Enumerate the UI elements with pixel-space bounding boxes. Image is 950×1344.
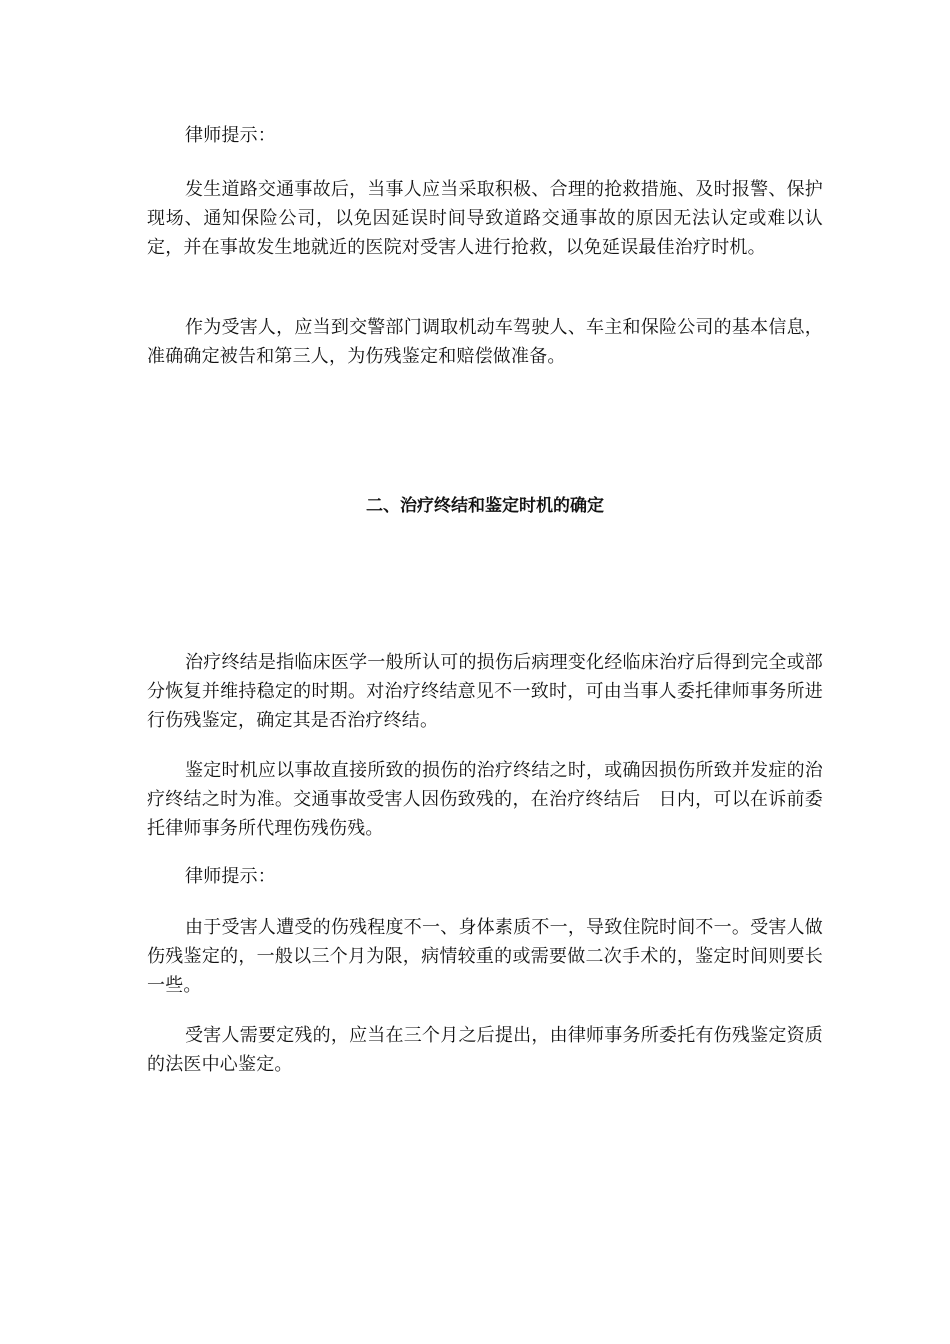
section-heading: 二、治疗终结和鉴定时机的确定: [366, 496, 604, 516]
paragraph-accident-response: 发生道路交通事故后，当事人应当采取积极、合理的抢救措施、及时报警、保护现场、通知保险公司，以免因延误时间导致道路交通事故的原因无法认定或难以认定，并在事故发生地就近的医院对受害人进行抢救，以免延误最佳治疗时机。: [147, 179, 823, 258]
paragraph-hospital-time: 由于受害人遭受的伤残程度不一、身体素质不一，导致住院时间不一。受害人做伤残鉴定的，一般以三个月为限，病情较重的或需要做二次手术的，鉴定时间则要长一些。: [147, 917, 823, 996]
paragraph-disability-assessment: 受害人需要定残的，应当在三个月之后提出，由律师事务所委托有伤残鉴定资质的法医中心鉴定。: [147, 1025, 823, 1075]
paragraph-appraisal-timing: 鉴定时机应以事故直接所致的损伤的治疗终结之时，或确因损伤所致并发症的治疗终结之时为准。交通事故受害人因伤致残的，在治疗终结后 日内，可以在诉前委托律师事务所代理伤残伤残。: [147, 760, 823, 839]
paragraph-victim-info: 作为受害人，应当到交警部门调取机动车驾驶人、车主和保险公司的基本信息，准确确定被告和第三人，为伤残鉴定和赔偿做准备。: [147, 317, 823, 367]
lawyer-tip-label: 律师提示：: [185, 125, 276, 146]
lawyer-tip-label-2: 律师提示：: [185, 866, 276, 887]
paragraph-treatment-end: 治疗终结是指临床医学一般所认可的损伤后病理变化经临床治疗后得到完全或部分恢复并维持稳定的时期。对治疗终结意见不一致时，可由当事人委托律师事务所进行伤残鉴定，确定其是否治疗终结。: [147, 652, 823, 731]
